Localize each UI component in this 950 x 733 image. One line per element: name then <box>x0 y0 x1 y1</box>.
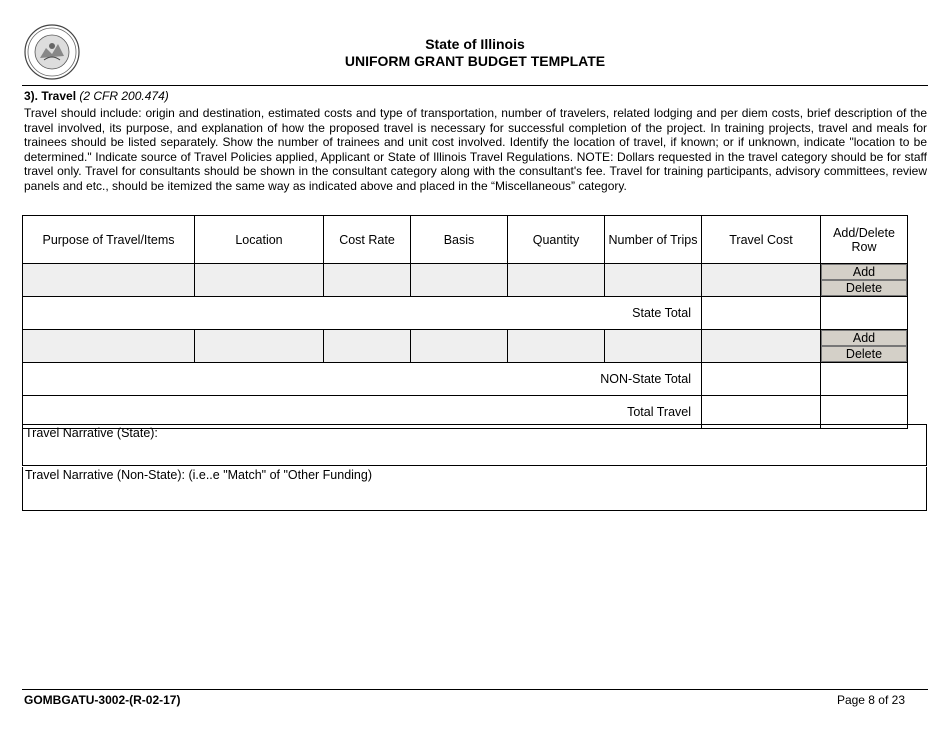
state-basis-input[interactable] <box>411 264 508 297</box>
table-header-row <box>23 216 908 264</box>
state-location-input[interactable] <box>195 264 324 297</box>
state-total-row <box>23 297 908 330</box>
state-add-row-button[interactable]: Add <box>821 264 907 280</box>
non-state-cost-rate-input[interactable] <box>324 330 411 363</box>
non-state-travel-cost-input[interactable] <box>702 330 821 363</box>
col-header-purpose: Purpose of Travel/Items <box>23 216 195 264</box>
total-travel-label: Total Travel <box>23 396 702 429</box>
state-data-row <box>23 264 908 297</box>
non-state-add-row-button[interactable]: Add <box>821 330 907 346</box>
state-purpose-input[interactable] <box>23 264 195 297</box>
header-divider <box>22 85 928 86</box>
state-total-spacer <box>821 297 908 330</box>
state-quantity-input[interactable] <box>508 264 605 297</box>
non-state-narrative-field[interactable] <box>22 467 927 511</box>
non-state-total-row <box>23 363 908 396</box>
non-state-delete-row-button[interactable]: Delete <box>821 346 907 362</box>
col-header-number-of-trips: Number of Trips <box>605 216 702 264</box>
state-seal-logo <box>24 24 80 80</box>
col-header-travel-cost: Travel Cost <box>702 216 821 264</box>
section-instructions: Travel should include: origin and destination, estimated costs and type of transportation, number of travelers, related lodging and per diem costs, brief description of the travel involved, its purpose, and explanation of how the proposed travel is necessary for successful completion of the project. In training projects, travel and meals for trainees should be listed separately. Show the number of trainees and unit cost involved. Identify the location of travel, if known; or if unknown, indicate "location to be determined." Indicate source of Travel Policies applied, Applicant or State of Illinois Travel Regulations. NOTE: Dollars requested in the travel category should be for staff travel only. Travel for consultants should be shown in the consultant category along with the consultant's fee. Travel for training participants, advisory committees, review panels and etc., should be itemized the same way as indicated above and placed in the “Miscellaneous” category. <box>24 106 927 193</box>
non-state-row-buttons <box>821 330 908 363</box>
col-header-add-delete: Add/Delete Row <box>821 216 908 264</box>
section-title: 3). Travel <box>24 89 77 103</box>
header-title: UNIFORM GRANT BUDGET TEMPLATE <box>344 53 606 69</box>
state-total-value <box>702 297 821 330</box>
non-state-total-label: NON-State Total <box>23 363 702 396</box>
non-state-location-input[interactable] <box>195 330 324 363</box>
section-heading <box>24 89 169 103</box>
non-state-data-row <box>23 330 908 363</box>
non-state-narrative-label: Travel Narrative (Non-State): (i.e..e "Match" of "Other Funding) <box>25 468 372 482</box>
state-narrative-field[interactable] <box>22 424 927 466</box>
state-narrative-label: Travel Narrative (State): <box>25 426 158 440</box>
col-header-location: Location <box>195 216 324 264</box>
state-total-label: State Total <box>23 297 702 330</box>
col-header-basis: Basis <box>411 216 508 264</box>
section-citation: (2 CFR 200.474) <box>79 89 169 103</box>
non-state-quantity-input[interactable] <box>508 330 605 363</box>
state-cost-rate-input[interactable] <box>324 264 411 297</box>
footer-divider <box>22 689 928 690</box>
travel-budget-table <box>22 215 908 429</box>
state-row-buttons <box>821 264 908 297</box>
header-state: State of Illinois <box>425 36 525 52</box>
non-state-total-spacer <box>821 363 908 396</box>
page-number: Page 8 of 23 <box>836 693 905 707</box>
state-travel-cost-input[interactable] <box>702 264 821 297</box>
form-number: GOMBGATU-3002-(R-02-17) <box>24 693 181 707</box>
non-state-total-value <box>702 363 821 396</box>
non-state-basis-input[interactable] <box>411 330 508 363</box>
col-header-cost-rate: Cost Rate <box>324 216 411 264</box>
state-delete-row-button[interactable]: Delete <box>821 280 907 296</box>
non-state-purpose-input[interactable] <box>23 330 195 363</box>
col-header-quantity: Quantity <box>508 216 605 264</box>
state-trips-input[interactable] <box>605 264 702 297</box>
non-state-trips-input[interactable] <box>605 330 702 363</box>
